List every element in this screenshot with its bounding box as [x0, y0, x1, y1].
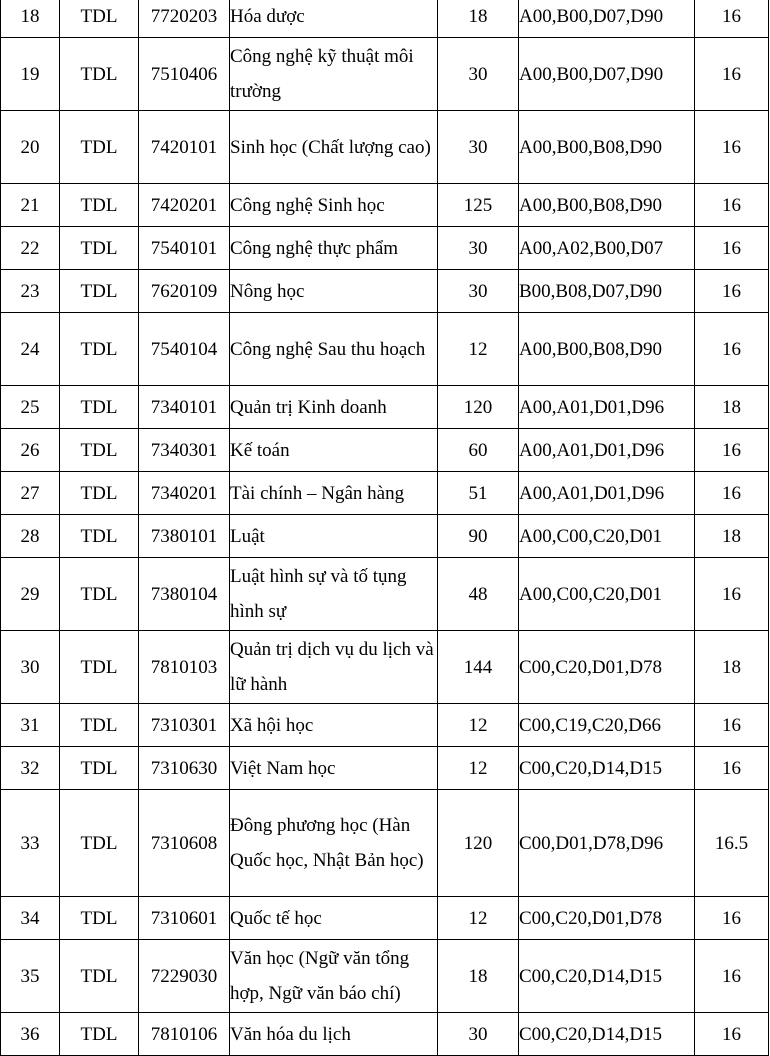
- quota-cell: 125: [438, 184, 519, 227]
- benchmark-score-cell: 16: [695, 472, 769, 515]
- major-name-cell: Đông phương học (Hàn Quốc học, Nhật Bản học): [230, 790, 438, 897]
- quota-cell: 30: [438, 227, 519, 270]
- major-code-cell: 7420201: [139, 184, 230, 227]
- quota-cell: 30: [438, 38, 519, 111]
- row-number-cell: 32: [1, 747, 60, 790]
- major-name-cell: Công nghệ thực phẩm: [230, 227, 438, 270]
- subject-combination-cell: A00,A01,D01,D96: [519, 472, 695, 515]
- major-code-cell: 7310301: [139, 704, 230, 747]
- quota-cell: 60: [438, 429, 519, 472]
- table-row: [1, 790, 769, 897]
- major-name-cell: Luật: [230, 515, 438, 558]
- major-code-cell: 7340101: [139, 386, 230, 429]
- table-row: [1, 472, 769, 515]
- major-code-cell: 7510406: [139, 38, 230, 111]
- subject-combination-cell: C00,C20,D14,D15: [519, 1013, 695, 1056]
- major-code-cell: 7340301: [139, 429, 230, 472]
- table-body: [1, 0, 769, 1056]
- row-number-cell: 35: [1, 940, 60, 1013]
- school-code-cell: TDL: [60, 38, 139, 111]
- quota-cell: 18: [438, 0, 519, 38]
- major-code-cell: 7380101: [139, 515, 230, 558]
- quota-cell: 144: [438, 631, 519, 704]
- quota-cell: 18: [438, 940, 519, 1013]
- benchmark-score-cell: 16: [695, 704, 769, 747]
- table-row: [1, 313, 769, 386]
- major-name-cell: Công nghệ Sinh học: [230, 184, 438, 227]
- row-number-cell: 19: [1, 38, 60, 111]
- subject-combination-cell: B00,B08,D07,D90: [519, 270, 695, 313]
- quota-cell: 120: [438, 790, 519, 897]
- school-code-cell: TDL: [60, 747, 139, 790]
- table-row: [1, 184, 769, 227]
- school-code-cell: TDL: [60, 558, 139, 631]
- school-code-cell: TDL: [60, 897, 139, 940]
- row-number-cell: 30: [1, 631, 60, 704]
- benchmark-score-cell: 16: [695, 270, 769, 313]
- school-code-cell: TDL: [60, 313, 139, 386]
- row-number-cell: 21: [1, 184, 60, 227]
- table-row: [1, 747, 769, 790]
- subject-combination-cell: A00,B00,D07,D90: [519, 0, 695, 38]
- school-code-cell: TDL: [60, 515, 139, 558]
- school-code-cell: TDL: [60, 386, 139, 429]
- benchmark-score-cell: 18: [695, 386, 769, 429]
- major-name-cell: Xã hội học: [230, 704, 438, 747]
- table-row: [1, 515, 769, 558]
- row-number-cell: 26: [1, 429, 60, 472]
- table-row: [1, 1013, 769, 1056]
- major-name-cell: Nông học: [230, 270, 438, 313]
- major-code-cell: 7340201: [139, 472, 230, 515]
- school-code-cell: TDL: [60, 227, 139, 270]
- school-code-cell: TDL: [60, 631, 139, 704]
- row-number-cell: 20: [1, 111, 60, 184]
- school-code-cell: TDL: [60, 184, 139, 227]
- major-code-cell: 7620109: [139, 270, 230, 313]
- table-row: [1, 270, 769, 313]
- quota-cell: 12: [438, 747, 519, 790]
- quota-cell: 12: [438, 313, 519, 386]
- benchmark-score-cell: 16: [695, 0, 769, 38]
- quota-cell: 30: [438, 111, 519, 184]
- benchmark-score-cell: 16: [695, 747, 769, 790]
- table-row: [1, 558, 769, 631]
- row-number-cell: 33: [1, 790, 60, 897]
- subject-combination-cell: C00,C20,D01,D78: [519, 897, 695, 940]
- row-number-cell: 29: [1, 558, 60, 631]
- subject-combination-cell: A00,A01,D01,D96: [519, 386, 695, 429]
- table-row: [1, 386, 769, 429]
- major-name-cell: Kế toán: [230, 429, 438, 472]
- table-row: [1, 429, 769, 472]
- school-code-cell: TDL: [60, 790, 139, 897]
- major-code-cell: 7810103: [139, 631, 230, 704]
- school-code-cell: TDL: [60, 111, 139, 184]
- subject-combination-cell: C00,C20,D01,D78: [519, 631, 695, 704]
- benchmark-score-cell: 16.5: [695, 790, 769, 897]
- table-row: [1, 897, 769, 940]
- major-name-cell: Công nghệ Sau thu hoạch: [230, 313, 438, 386]
- row-number-cell: 23: [1, 270, 60, 313]
- benchmark-score-cell: 18: [695, 515, 769, 558]
- major-code-cell: 7310608: [139, 790, 230, 897]
- row-number-cell: 27: [1, 472, 60, 515]
- row-number-cell: 18: [1, 0, 60, 38]
- table-row: [1, 940, 769, 1013]
- major-code-cell: 7380104: [139, 558, 230, 631]
- quota-cell: 51: [438, 472, 519, 515]
- subject-combination-cell: A00,C00,C20,D01: [519, 515, 695, 558]
- major-code-cell: 7310630: [139, 747, 230, 790]
- row-number-cell: 25: [1, 386, 60, 429]
- subject-combination-cell: A00,B00,D07,D90: [519, 38, 695, 111]
- subject-combination-cell: A00,B00,B08,D90: [519, 184, 695, 227]
- benchmark-score-cell: 16: [695, 184, 769, 227]
- benchmark-score-cell: 16: [695, 429, 769, 472]
- row-number-cell: 36: [1, 1013, 60, 1056]
- school-code-cell: TDL: [60, 0, 139, 38]
- subject-combination-cell: A00,A01,D01,D96: [519, 429, 695, 472]
- school-code-cell: TDL: [60, 270, 139, 313]
- subject-combination-cell: A00,B00,B08,D90: [519, 313, 695, 386]
- major-code-cell: 7310601: [139, 897, 230, 940]
- table-row: [1, 38, 769, 111]
- major-name-cell: Quản trị dịch vụ du lịch và lữ hành: [230, 631, 438, 704]
- subject-combination-cell: A00,C00,C20,D01: [519, 558, 695, 631]
- row-number-cell: 31: [1, 704, 60, 747]
- subject-combination-cell: A00,A02,B00,D07: [519, 227, 695, 270]
- school-code-cell: TDL: [60, 1013, 139, 1056]
- table-row: [1, 631, 769, 704]
- major-code-cell: 7540101: [139, 227, 230, 270]
- row-number-cell: 34: [1, 897, 60, 940]
- major-name-cell: Hóa dược: [230, 0, 438, 38]
- major-name-cell: Văn hóa du lịch: [230, 1013, 438, 1056]
- major-name-cell: Văn học (Ngữ văn tổng hợp, Ngữ văn báo chí): [230, 940, 438, 1013]
- major-name-cell: Sinh học (Chất lượng cao): [230, 111, 438, 184]
- subject-combination-cell: A00,B00,B08,D90: [519, 111, 695, 184]
- major-name-cell: Quản trị Kinh doanh: [230, 386, 438, 429]
- major-name-cell: Tài chính – Ngân hàng: [230, 472, 438, 515]
- benchmark-score-cell: 16: [695, 1013, 769, 1056]
- major-name-cell: Công nghệ kỹ thuật môi trường: [230, 38, 438, 111]
- major-code-cell: 7229030: [139, 940, 230, 1013]
- subject-combination-cell: C00,C20,D14,D15: [519, 747, 695, 790]
- subject-combination-cell: C00,C19,C20,D66: [519, 704, 695, 747]
- quota-cell: 12: [438, 704, 519, 747]
- row-number-cell: 22: [1, 227, 60, 270]
- quota-cell: 90: [438, 515, 519, 558]
- benchmark-score-cell: 16: [695, 940, 769, 1013]
- table-row: [1, 111, 769, 184]
- major-code-cell: 7810106: [139, 1013, 230, 1056]
- quota-cell: 48: [438, 558, 519, 631]
- benchmark-score-cell: 16: [695, 558, 769, 631]
- table-row: [1, 0, 769, 38]
- major-code-cell: 7720203: [139, 0, 230, 38]
- benchmark-score-cell: 18: [695, 631, 769, 704]
- major-name-cell: Việt Nam học: [230, 747, 438, 790]
- major-code-cell: 7540104: [139, 313, 230, 386]
- table-row: [1, 704, 769, 747]
- row-number-cell: 28: [1, 515, 60, 558]
- school-code-cell: TDL: [60, 472, 139, 515]
- quota-cell: 30: [438, 1013, 519, 1056]
- major-name-cell: Luật hình sự và tố tụng hình sự: [230, 558, 438, 631]
- subject-combination-cell: C00,C20,D14,D15: [519, 940, 695, 1013]
- quota-cell: 120: [438, 386, 519, 429]
- school-code-cell: TDL: [60, 940, 139, 1013]
- benchmark-score-cell: 16: [695, 227, 769, 270]
- subject-combination-cell: C00,D01,D78,D96: [519, 790, 695, 897]
- table-row: [1, 227, 769, 270]
- major-name-cell: Quốc tế học: [230, 897, 438, 940]
- benchmark-score-cell: 16: [695, 897, 769, 940]
- row-number-cell: 24: [1, 313, 60, 386]
- quota-cell: 12: [438, 897, 519, 940]
- school-code-cell: TDL: [60, 704, 139, 747]
- quota-cell: 30: [438, 270, 519, 313]
- benchmark-score-cell: 16: [695, 38, 769, 111]
- school-code-cell: TDL: [60, 429, 139, 472]
- benchmark-score-cell: 16: [695, 313, 769, 386]
- benchmark-score-cell: 16: [695, 111, 769, 184]
- major-code-cell: 7420101: [139, 111, 230, 184]
